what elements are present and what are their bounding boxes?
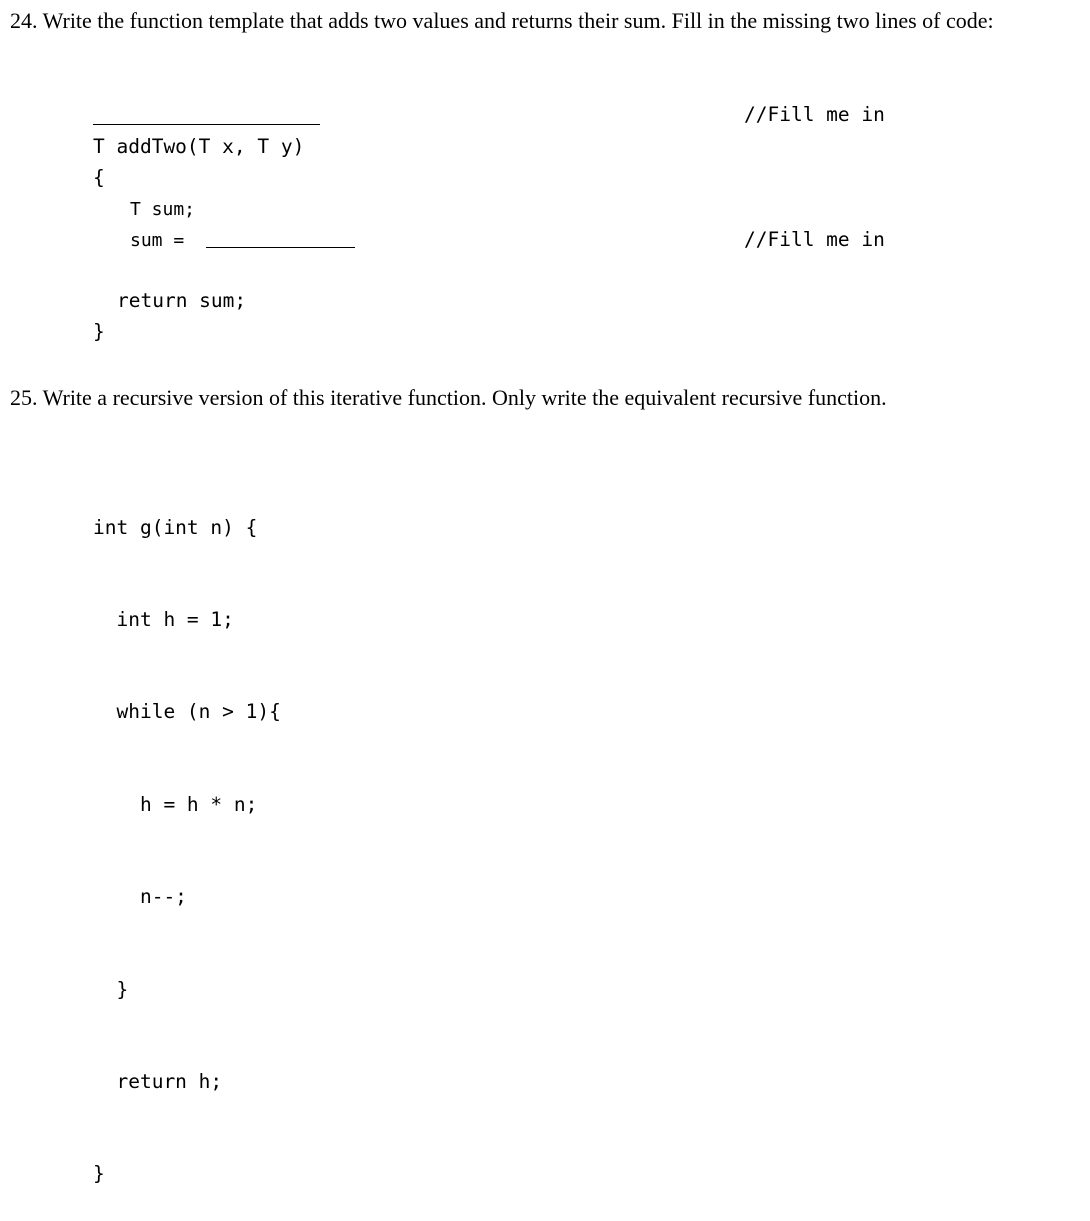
- function-signature: T addTwo(T x, T y): [93, 135, 305, 158]
- question-25-prompt: 25. Write a recursive version of this iterative function. Only write the equivalent recursive function.: [10, 385, 887, 410]
- answer-blank-template-line: [93, 124, 320, 125]
- sum-assignment: sum =: [130, 230, 185, 251]
- code-line: }: [93, 1162, 105, 1186]
- code-line: return h;: [93, 1069, 223, 1093]
- code-block-iterative-function: [93, 451, 281, 1221]
- code-line: while (n > 1){: [93, 700, 281, 724]
- sum-declaration: T sum;: [130, 199, 196, 220]
- close-brace: }: [93, 320, 105, 343]
- code-line: }: [93, 977, 129, 1001]
- fill-me-in-comment-1: //Fill me in: [744, 103, 885, 126]
- fill-me-in-comment-2: //Fill me in: [744, 228, 885, 251]
- code-line: int h = 1;: [93, 607, 234, 631]
- answer-blank-sum-line: [206, 247, 355, 248]
- code-line: h = h * n;: [93, 792, 258, 816]
- code-line: int g(int n) {: [93, 515, 258, 539]
- return-statement: return sum;: [117, 289, 247, 312]
- question-24-prompt: 24. Write the function template that adds two values and returns their sum. Fill in the missing two lines of code:: [10, 8, 994, 33]
- code-line: n--;: [93, 885, 187, 909]
- open-brace: {: [93, 166, 105, 189]
